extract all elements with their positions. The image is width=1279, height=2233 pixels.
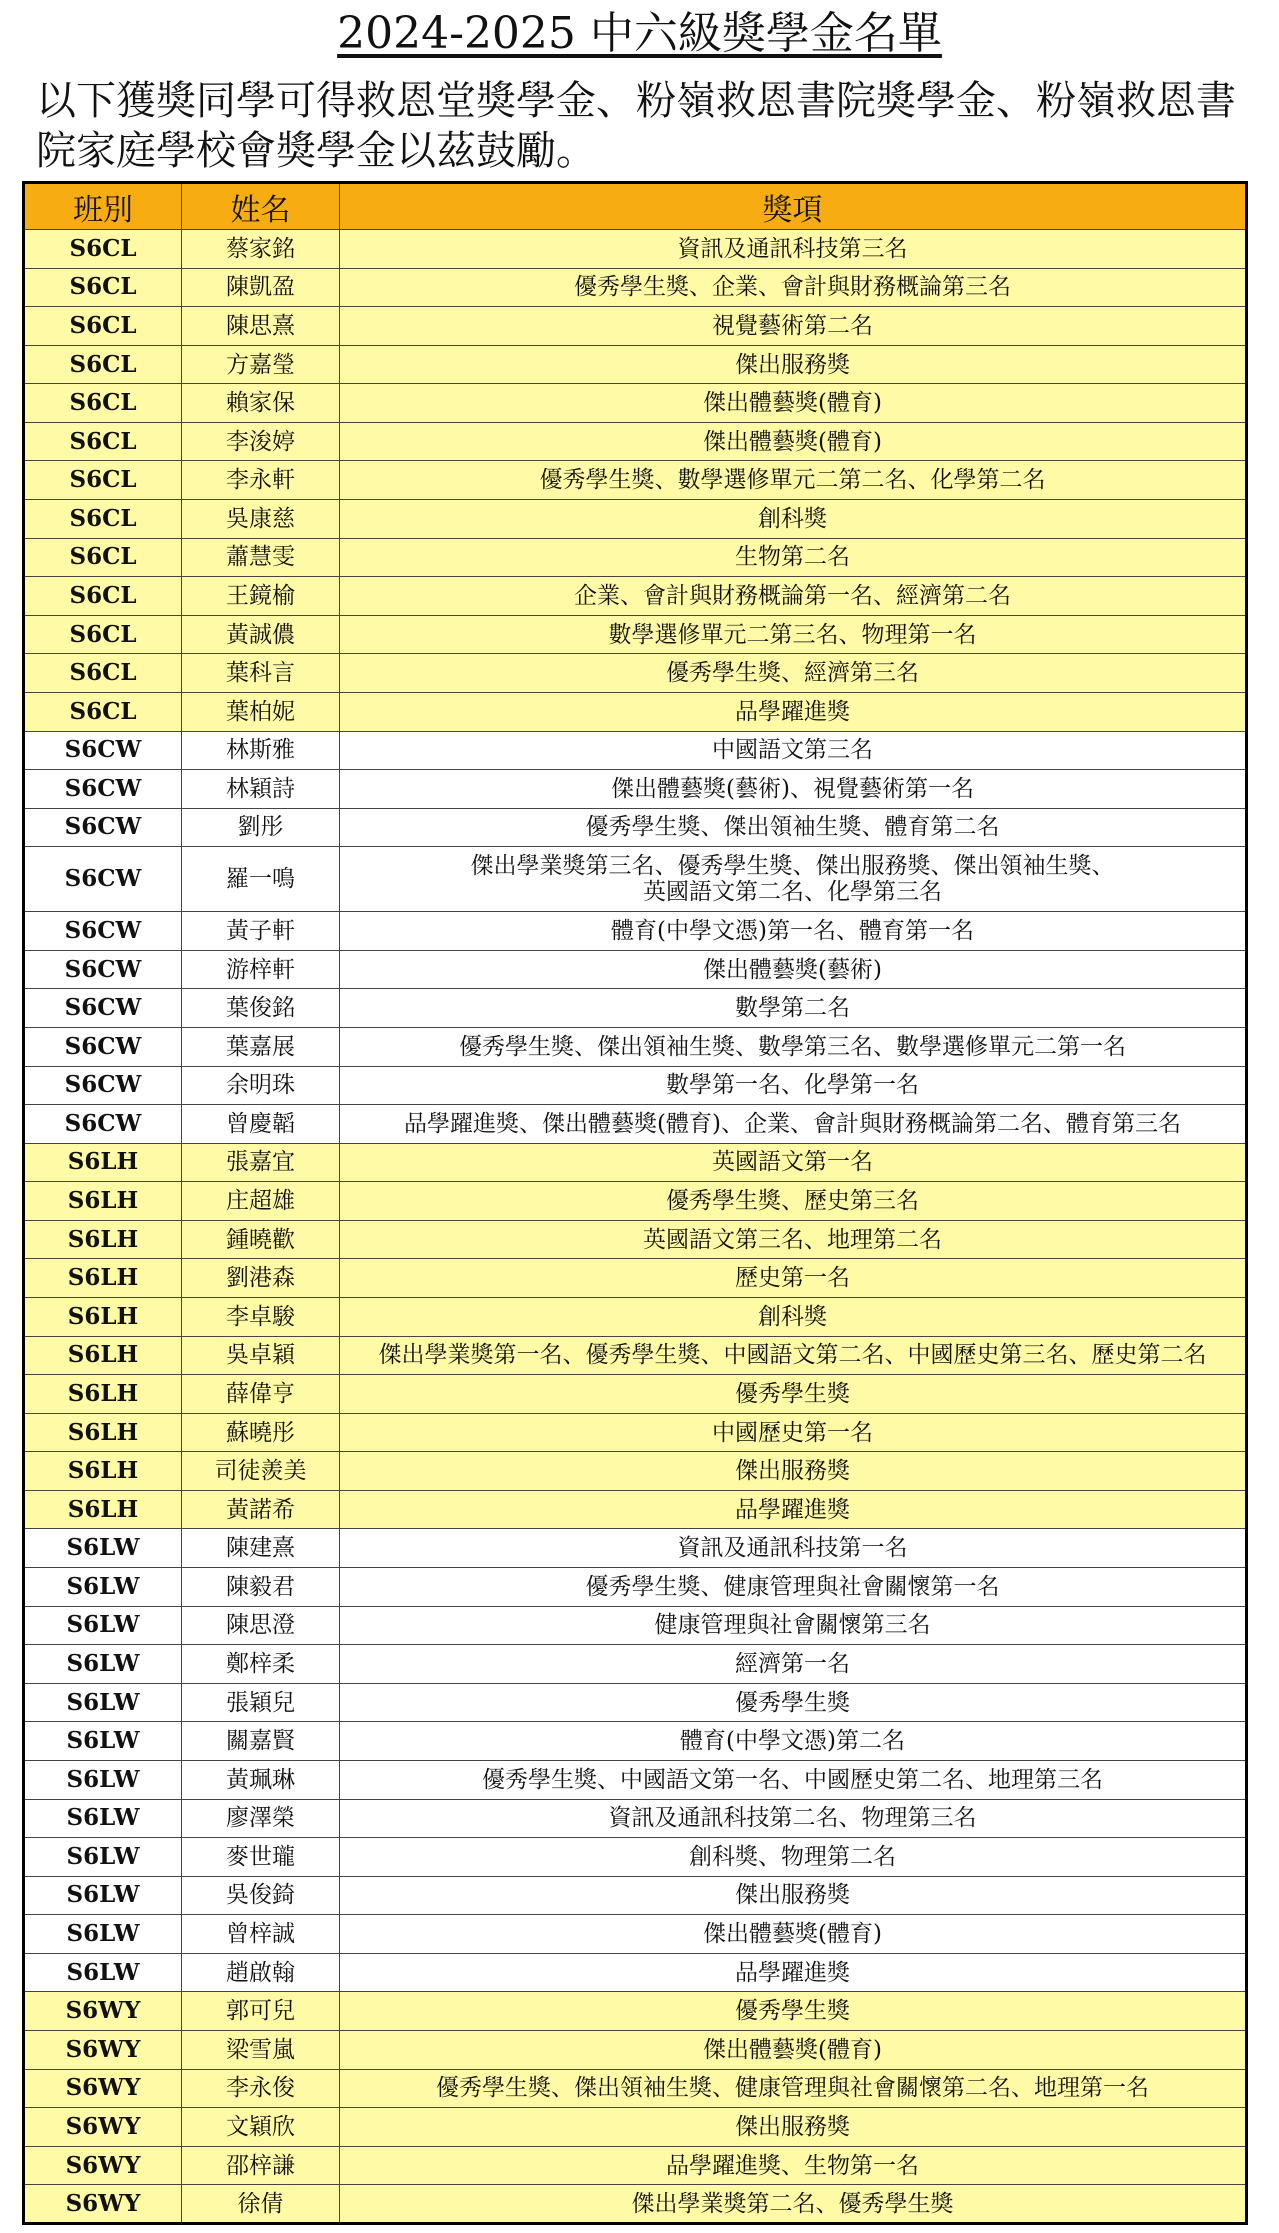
class-cell: S6WY [24,1992,182,2031]
class-cell: S6CL [24,230,182,269]
table-row [24,654,1247,693]
table-row [24,2108,1247,2147]
class-cell: S6CL [24,384,182,423]
class-cell: S6LH [24,1298,182,1337]
class-cell: S6LW [24,1799,182,1838]
student-name-cell: 李卓駿 [182,1298,340,1337]
award-cell: 品學躍進獎 [340,1953,1247,1992]
award-cell: 傑出學業獎第一名、優秀學生獎、中國語文第二名、中國歷史第三名、歷史第二名 [340,1336,1247,1375]
student-name-cell: 劉彤 [182,808,340,847]
table-row [24,384,1247,423]
student-name-cell: 司徒羨美 [182,1452,340,1491]
award-cell: 數學第二名 [340,989,1247,1028]
student-name-cell: 李浚婷 [182,422,340,461]
class-cell: S6LH [24,1490,182,1529]
table-row [24,1838,1247,1877]
table-row [24,615,1247,654]
table-header-row [24,183,1247,230]
class-cell: S6CL [24,577,182,616]
student-name-cell: 廖澤榮 [182,1799,340,1838]
table-row [24,1066,1247,1105]
award-cell: 優秀學生獎、傑出領袖生獎、數學第三名、數學選修單元二第一名 [340,1027,1247,1066]
award-cell: 品學躍進獎、傑出體藝獎(體育)、企業、會計與財務概論第二名、體育第三名 [340,1105,1247,1144]
award-cell: 體育(中學文憑)第二名 [340,1722,1247,1761]
student-name-cell: 賴家保 [182,384,340,423]
award-cell: 優秀學生獎、經濟第三名 [340,654,1247,693]
table-row [24,2146,1247,2185]
student-name-cell: 曾梓誠 [182,1915,340,1954]
class-cell: S6LH [24,1336,182,1375]
award-cell: 體育(中學文憑)第一名、體育第一名 [340,912,1247,951]
award-cell: 優秀學生獎、健康管理與社會關懷第一名 [340,1568,1247,1607]
award-cell: 傑出服務獎 [340,345,1247,384]
class-cell: S6LW [24,1606,182,1645]
table-row [24,1220,1247,1259]
table-row [24,1413,1247,1452]
award-cell: 品學躍進獎 [340,1490,1247,1529]
class-cell: S6LW [24,1915,182,1954]
award-cell: 傑出體藝獎(體育) [340,2030,1247,2069]
class-cell: S6CL [24,268,182,307]
class-cell: S6LH [24,1259,182,1298]
student-name-cell: 陳思澄 [182,1606,340,1645]
award-cell: 歷史第一名 [340,1259,1247,1298]
award-cell: 企業、會計與財務概論第一名、經濟第二名 [340,577,1247,616]
award-cell: 創科獎、物理第二名 [340,1838,1247,1877]
header-name: 姓名 [182,183,340,230]
class-cell: S6LH [24,1143,182,1182]
class-cell: S6CL [24,422,182,461]
student-name-cell: 麥世瓏 [182,1838,340,1877]
scholarship-table [22,181,1248,2225]
table-row [24,422,1247,461]
table-row [24,1182,1247,1221]
table-row [24,230,1247,269]
class-cell: S6WY [24,2069,182,2108]
class-cell: S6CW [24,847,182,912]
table-row [24,1298,1247,1337]
table-row [24,1799,1247,1838]
class-cell: S6CL [24,538,182,577]
table-row [24,692,1247,731]
table-row [24,912,1247,951]
student-name-cell: 蔡家銘 [182,230,340,269]
class-cell: S6WY [24,2185,182,2224]
student-name-cell: 趙啟翰 [182,1953,340,1992]
award-cell: 創科獎 [340,1298,1247,1337]
award-cell: 品學躍進獎、生物第一名 [340,2146,1247,2185]
table-row [24,2069,1247,2108]
award-cell: 數學選修單元二第三名、物理第一名 [340,615,1247,654]
class-cell: S6CL [24,692,182,731]
student-name-cell: 葉柏妮 [182,692,340,731]
table-row [24,1876,1247,1915]
class-cell: S6CW [24,731,182,770]
class-cell: S6CL [24,461,182,500]
class-cell: S6LH [24,1375,182,1414]
student-name-cell: 陳思熹 [182,307,340,346]
class-cell: S6CW [24,989,182,1028]
award-cell: 傑出體藝獎(體育) [340,1915,1247,1954]
student-name-cell: 黃珮琳 [182,1760,340,1799]
award-cell: 中國歷史第一名 [340,1413,1247,1452]
award-line: 英國語文第二名、化學第三名 [643,879,942,906]
class-cell: S6CW [24,1027,182,1066]
class-cell: S6WY [24,2146,182,2185]
award-cell: 視覺藝術第二名 [340,307,1247,346]
table-row [24,950,1247,989]
student-name-cell: 羅一鳴 [182,847,340,912]
student-name-cell: 黃誠儂 [182,615,340,654]
class-cell: S6CW [24,912,182,951]
class-cell: S6LH [24,1413,182,1452]
student-name-cell: 葉嘉展 [182,1027,340,1066]
award-cell: 資訊及通訊科技第三名 [340,230,1247,269]
student-name-cell: 薛偉亨 [182,1375,340,1414]
table-row [24,1105,1247,1144]
student-name-cell: 林斯雅 [182,731,340,770]
student-name-cell: 蕭慧雯 [182,538,340,577]
award-cell: 創科獎 [340,500,1247,539]
award-cell: 傑出體藝獎(藝術)、視覺藝術第一名 [340,770,1247,809]
student-name-cell: 劉港森 [182,1259,340,1298]
award-cell: 傑出服務獎 [340,1452,1247,1491]
class-cell: S6LW [24,1568,182,1607]
class-cell: S6LH [24,1182,182,1221]
class-cell: S6LH [24,1452,182,1491]
table-row [24,1336,1247,1375]
table-row [24,1992,1247,2031]
award-cell: 優秀學生獎、數學選修單元二第二名、化學第二名 [340,461,1247,500]
student-name-cell: 李永俊 [182,2069,340,2108]
award-cell: 中國語文第三名 [340,731,1247,770]
table-row [24,268,1247,307]
class-cell: S6LW [24,1876,182,1915]
class-cell: S6LW [24,1722,182,1761]
table-row [24,1568,1247,1607]
student-name-cell: 葉科言 [182,654,340,693]
table-row [24,1259,1247,1298]
award-cell: 優秀學生獎、歷史第三名 [340,1182,1247,1221]
class-cell: S6LW [24,1683,182,1722]
award-cell: 健康管理與社會關懷第三名 [340,1606,1247,1645]
class-cell: S6LH [24,1220,182,1259]
student-name-cell: 吳俊錡 [182,1876,340,1915]
student-name-cell: 張嘉宜 [182,1143,340,1182]
class-cell: S6WY [24,2108,182,2147]
page-title: 2024-2025 中六級獎學金名單 [337,8,942,59]
student-name-cell: 葉俊銘 [182,989,340,1028]
award-cell: 生物第二名 [340,538,1247,577]
class-cell: S6LW [24,1838,182,1877]
table-row [24,1683,1247,1722]
student-name-cell: 黃諾希 [182,1490,340,1529]
table-row [24,1645,1247,1684]
table-row [24,1143,1247,1182]
class-cell: S6CW [24,808,182,847]
table-row [24,1490,1247,1529]
award-cell: 英國語文第一名 [340,1143,1247,1182]
student-name-cell: 關嘉賢 [182,1722,340,1761]
student-name-cell: 陳毅君 [182,1568,340,1607]
table-row [24,1915,1247,1954]
student-name-cell: 張穎兒 [182,1683,340,1722]
table-row [24,989,1247,1028]
award-cell: 優秀學生獎、企業、會計與財務概論第三名 [340,268,1247,307]
award-cell: 經濟第一名 [340,1645,1247,1684]
class-cell: S6LW [24,1953,182,1992]
table-row [24,461,1247,500]
class-cell: S6CL [24,500,182,539]
student-name-cell: 黃子軒 [182,912,340,951]
award-cell: 傑出服務獎 [340,2108,1247,2147]
table-row [24,1760,1247,1799]
table-row [24,500,1247,539]
header-class: 班別 [24,183,182,230]
class-cell: S6CW [24,950,182,989]
award-cell: 傑出體藝獎(體育) [340,422,1247,461]
award-cell: 英國語文第三名、地理第二名 [340,1220,1247,1259]
student-name-cell: 林穎詩 [182,770,340,809]
intro-text: 以下獲獎同學可得救恩堂獎學金、粉嶺救恩書院獎學金、粉嶺救恩書院家庭學校會獎學金以茲鼓勵。 [36,78,1236,174]
student-name-cell: 陳建熹 [182,1529,340,1568]
student-name-cell: 曾慶韜 [182,1105,340,1144]
table-row [24,2030,1247,2069]
award-cell: 優秀學生獎、中國語文第一名、中國歷史第二名、地理第三名 [340,1760,1247,1799]
class-cell: S6CL [24,654,182,693]
award-cell: 資訊及通訊科技第一名 [340,1529,1247,1568]
award-cell: 傑出體藝獎(體育) [340,384,1247,423]
class-cell: S6LW [24,1760,182,1799]
student-name-cell: 邵梓謙 [182,2146,340,2185]
award-cell: 資訊及通訊科技第二名、物理第三名 [340,1799,1247,1838]
award-cell: 優秀學生獎、傑出領袖生獎、體育第二名 [340,808,1247,847]
class-cell: S6CL [24,615,182,654]
table-row [24,1606,1247,1645]
student-name-cell: 余明珠 [182,1066,340,1105]
class-cell: S6LW [24,1645,182,1684]
table-row [24,808,1247,847]
award-cell: 數學第一名、化學第一名 [340,1066,1247,1105]
header-award: 獎項 [340,183,1247,230]
award-cell: 品學躍進獎 [340,692,1247,731]
award-cell: 傑出服務獎 [340,1876,1247,1915]
student-name-cell: 吳康慈 [182,500,340,539]
class-cell: S6CL [24,345,182,384]
table-row [24,847,1247,912]
student-name-cell: 方嘉瑩 [182,345,340,384]
table-row [24,1375,1247,1414]
student-name-cell: 徐倩 [182,2185,340,2224]
class-cell: S6LW [24,1529,182,1568]
award-cell: 優秀學生獎 [340,1992,1247,2031]
student-name-cell: 陳凱盈 [182,268,340,307]
student-name-cell: 吳卓穎 [182,1336,340,1375]
class-cell: S6CW [24,1066,182,1105]
student-name-cell: 王鏡榆 [182,577,340,616]
table-row [24,2185,1247,2224]
table-row [24,538,1247,577]
student-name-cell: 梁雪嵐 [182,2030,340,2069]
award-cell: 優秀學生獎、傑出領袖生獎、健康管理與社會關懷第二名、地理第一名 [340,2069,1247,2108]
student-name-cell: 文穎欣 [182,2108,340,2147]
award-cell: 傑出體藝獎(藝術) [340,950,1247,989]
award-line: 傑出學業獎第三名、優秀學生獎、傑出服務獎、傑出領袖生獎、 [470,853,1115,880]
student-name-cell: 游梓軒 [182,950,340,989]
student-name-cell: 李永軒 [182,461,340,500]
table-row [24,1452,1247,1491]
table-row [24,770,1247,809]
table-row [24,307,1247,346]
award-cell: 優秀學生獎 [340,1375,1247,1414]
table-row [24,731,1247,770]
class-cell: S6WY [24,2030,182,2069]
student-name-cell: 鄭梓柔 [182,1645,340,1684]
table-row [24,1722,1247,1761]
class-cell: S6CW [24,1105,182,1144]
class-cell: S6CW [24,770,182,809]
table-row [24,1027,1247,1066]
student-name-cell: 蘇曉彤 [182,1413,340,1452]
table-row [24,1953,1247,1992]
table-row [24,577,1247,616]
award-cell [340,847,1247,912]
table-row [24,345,1247,384]
student-name-cell: 郭可兒 [182,1992,340,2031]
student-name-cell: 庄超雄 [182,1182,340,1221]
class-cell: S6CL [24,307,182,346]
award-cell: 傑出學業獎第二名、優秀學生獎 [340,2185,1247,2224]
student-name-cell: 鍾曉歡 [182,1220,340,1259]
table-row [24,1529,1247,1568]
award-cell: 優秀學生獎 [340,1683,1247,1722]
